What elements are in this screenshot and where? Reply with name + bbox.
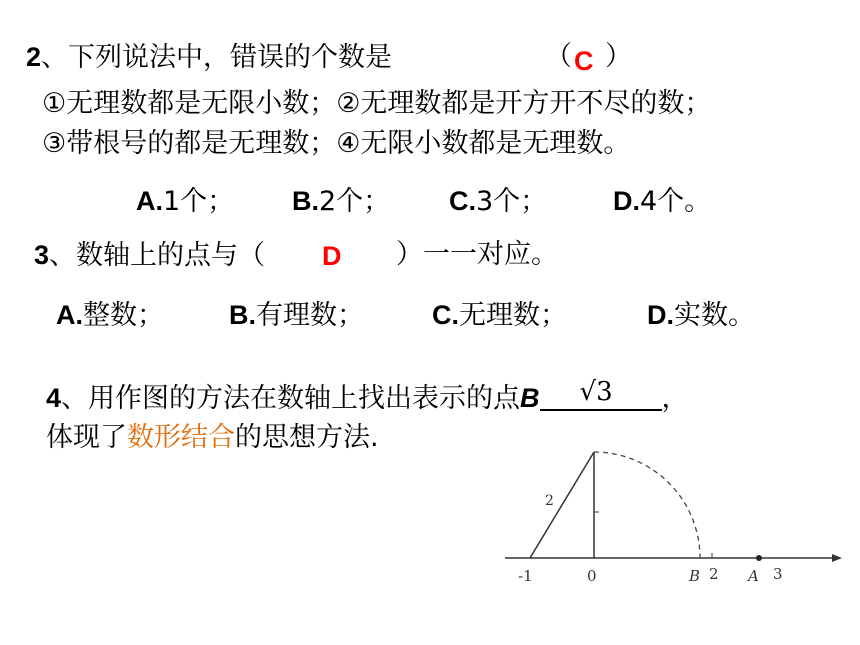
q3-option-a: A.整数； — [56, 300, 164, 331]
tick-label-3: 3 — [773, 565, 783, 583]
q3-number: 3 — [34, 240, 50, 270]
tick-label-0: 0 — [587, 567, 597, 585]
point-a-dot — [756, 555, 762, 561]
hypotenuse — [530, 452, 594, 558]
q4-number: 4 — [46, 383, 62, 413]
q3-option-c: C.无理数； — [432, 300, 567, 331]
q2-option-c: C.3个； — [449, 186, 548, 217]
q3-stem-before: 3、数轴上的点与（ — [34, 240, 266, 271]
axis-arrow — [832, 554, 842, 562]
q2-option-a: A.1个； — [136, 186, 235, 217]
q3-stem-after: ）一一对应。 — [396, 239, 558, 270]
compass-arc — [594, 452, 700, 558]
q3-answer: D — [322, 241, 342, 271]
q2-statement-line2: ③带根号的都是无理数；④无限小数都是无理数。 — [42, 128, 631, 159]
q2-option-d: D.4个。 — [613, 186, 712, 217]
highlight-text: 数形结合 — [127, 422, 235, 453]
q2-statement-line1: ①无理数都是无限小数；②无理数都是开方开不尽的数； — [42, 88, 712, 119]
tick-label-b: B — [689, 567, 701, 585]
q4-point-label: B — [520, 383, 540, 413]
q2-answer: C — [574, 46, 594, 76]
q2-paren-close: ） — [605, 41, 632, 72]
q3-option-d: D.实数。 — [647, 300, 755, 331]
q2-paren-open: （ — [545, 41, 572, 72]
q2-option-b: B.2个； — [292, 186, 391, 217]
tick-label-2: 2 — [709, 565, 719, 583]
q4-line2: 体现了数形结合的思想方法. — [46, 422, 379, 453]
sqrt3-symbol: √3 — [579, 377, 613, 407]
tick-label-minus1: -1 — [518, 567, 533, 585]
tick-label-a: A — [748, 567, 759, 585]
q3-option-b: B.有理数； — [229, 300, 364, 331]
q2-number: 2 — [26, 42, 42, 72]
q4-stem: 4、用作图的方法在数轴上找出表示的点B √3 ， — [46, 377, 689, 414]
hypotenuse-label: 2 — [545, 493, 554, 509]
q2-stem-text: 、下列说法中，错误的个数是 — [41, 42, 393, 73]
